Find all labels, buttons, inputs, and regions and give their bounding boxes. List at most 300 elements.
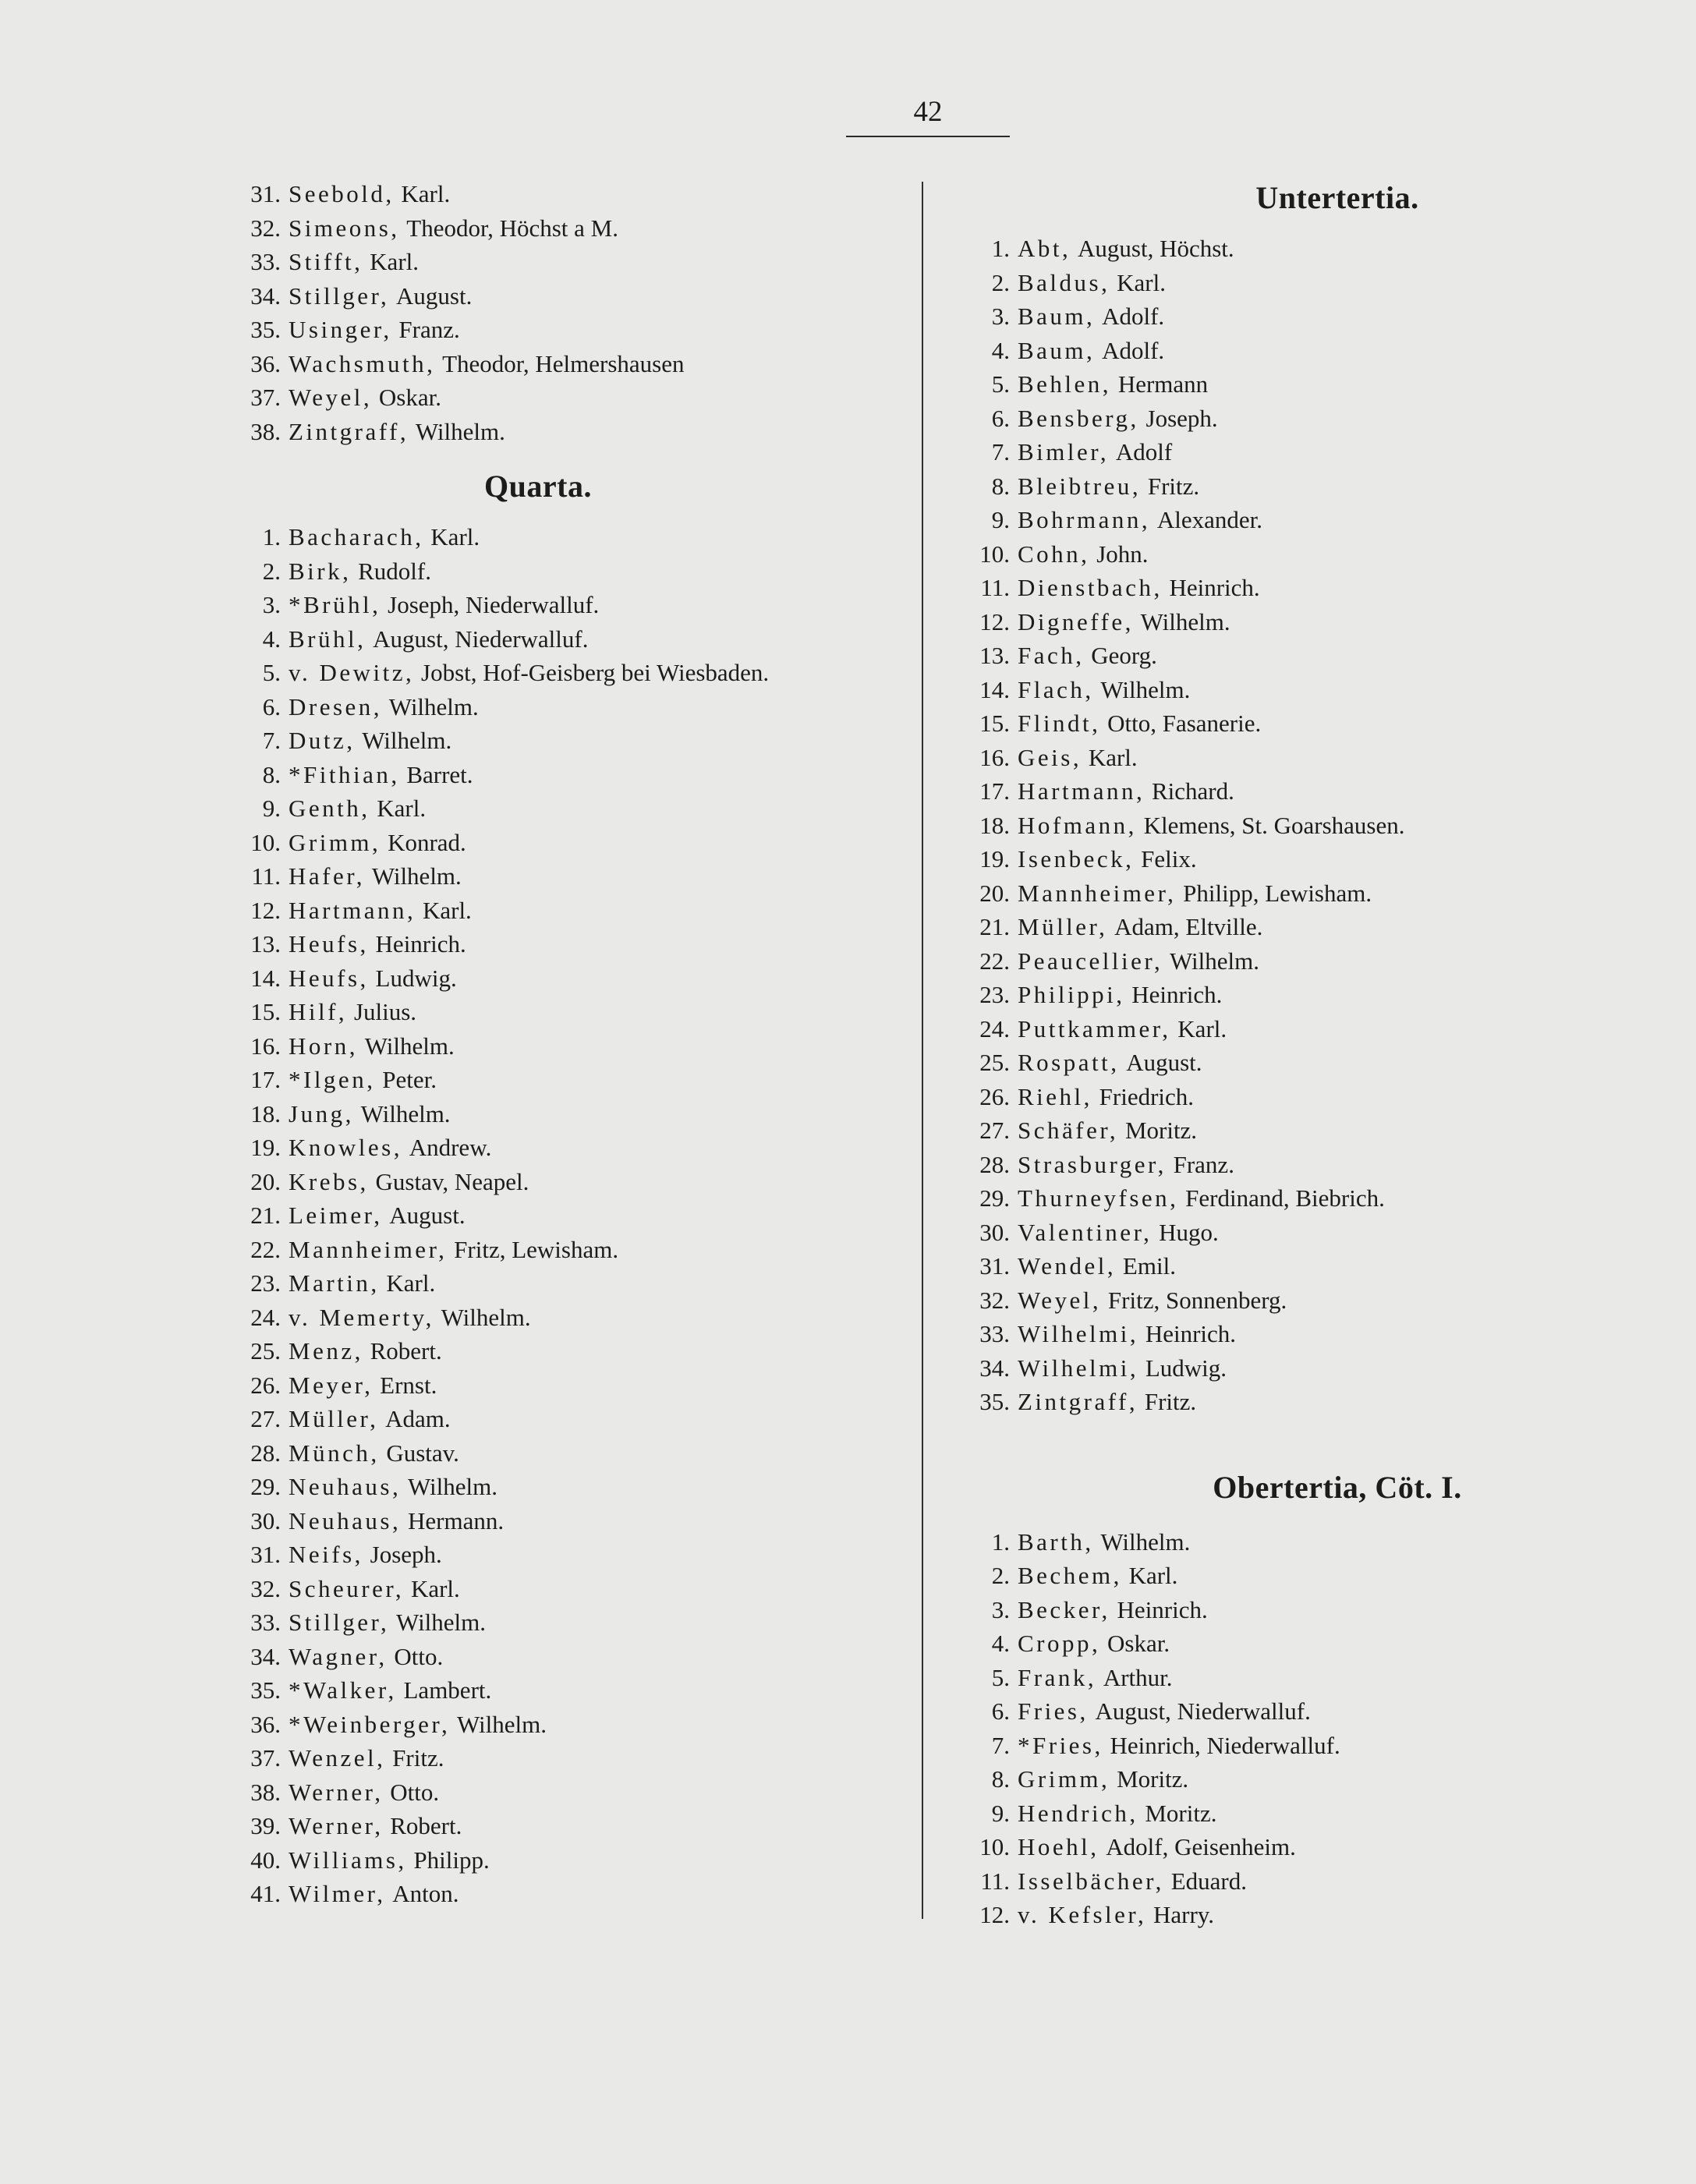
- entry-details: Harry.: [1153, 1901, 1215, 1928]
- entry-details: Karl.: [422, 896, 472, 924]
- entry-number: 20.: [250, 1167, 281, 1195]
- entry-surname: Werner,: [289, 1778, 384, 1806]
- entry-number: 41.: [250, 1880, 281, 1907]
- entry-surname: v. Memerty,: [289, 1303, 434, 1331]
- entry-surname: Flindt,: [1018, 710, 1101, 737]
- student-entry: [234, 1029, 905, 1064]
- entry-surname: Geis,: [1018, 743, 1082, 771]
- entry-number: 31.: [979, 1252, 1010, 1280]
- entry-details: Adolf.: [1102, 303, 1165, 330]
- entry-number: 35.: [250, 316, 281, 343]
- entry-surname: Simeons,: [289, 214, 400, 242]
- student-entry: [234, 1301, 905, 1335]
- student-entry: [963, 1864, 1680, 1899]
- entry-details: Otto.: [390, 1778, 440, 1806]
- entry-number: 22.: [979, 947, 1010, 975]
- entry-surname: Hartmann,: [1018, 777, 1145, 805]
- entry-details: August.: [396, 281, 473, 310]
- entry-number: 11.: [980, 574, 1010, 601]
- student-entry: [963, 809, 1680, 843]
- student-entry: [234, 1131, 905, 1165]
- entry-surname: Werner,: [289, 1812, 384, 1839]
- entry-surname: Mannheimer,: [1018, 879, 1177, 907]
- entry-details: Barret.: [406, 760, 473, 788]
- entry-surname: Hoehl,: [1018, 1833, 1099, 1860]
- entry-surname: Cropp,: [1018, 1630, 1101, 1657]
- entry-surname: Peaucellier,: [1018, 947, 1163, 975]
- entry-surname: Dutz,: [289, 727, 356, 754]
- entry-number: 11.: [251, 862, 281, 890]
- student-entry: [234, 520, 905, 554]
- entry-number: 28.: [979, 1150, 1010, 1178]
- student-entry: [234, 1198, 905, 1233]
- entry-surname: Leimer,: [289, 1202, 383, 1229]
- entry-details: Adam.: [385, 1405, 451, 1432]
- entry-details: Wilhelm.: [364, 1032, 455, 1060]
- entry-number: 33.: [250, 1609, 281, 1636]
- student-entry: [963, 774, 1680, 809]
- entry-number: 36.: [250, 1710, 281, 1738]
- student-entry: [234, 1368, 905, 1403]
- entry-details: Karl.: [1088, 743, 1138, 771]
- entry-details: August, Niederwalluf.: [1095, 1697, 1311, 1725]
- entry-surname: Philippi,: [1018, 981, 1125, 1008]
- entry-details: Eduard.: [1170, 1867, 1247, 1895]
- entry-details: Adolf, Geisenheim.: [1106, 1833, 1296, 1860]
- student-entry: [234, 894, 905, 928]
- entry-surname: Wilhelmi,: [1018, 1354, 1139, 1382]
- entry-details: Joseph, Niederwalluf.: [388, 591, 600, 618]
- entry-surname: Wilmer,: [289, 1880, 386, 1907]
- entry-surname: Knowles,: [289, 1134, 402, 1161]
- entry-number: 13.: [250, 930, 281, 957]
- student-entry: [963, 1593, 1680, 1627]
- entry-details: Wilhelm.: [1140, 607, 1230, 635]
- entry-number: 11.: [980, 1867, 1010, 1895]
- entry-details: Wilhelm.: [396, 1609, 487, 1636]
- entry-number: 3.: [262, 591, 281, 618]
- entry-number: 34.: [250, 281, 281, 310]
- entry-surname: Krebs,: [289, 1167, 369, 1195]
- entry-number: 4.: [991, 336, 1010, 364]
- student-entry: [963, 842, 1680, 876]
- entry-surname: Becker,: [1018, 1595, 1110, 1623]
- student-entry: [234, 1605, 905, 1640]
- entry-details: Alexander.: [1156, 506, 1263, 533]
- entry-surname: Strasburger,: [1018, 1150, 1167, 1178]
- entry-number: 20.: [979, 879, 1010, 907]
- entry-number: 24.: [250, 1303, 281, 1331]
- student-entry: [234, 1877, 905, 1911]
- entry-details: Karl.: [410, 1574, 460, 1602]
- entry-surname: Jung,: [289, 1099, 354, 1127]
- entry-details: Moritz.: [1124, 1117, 1198, 1144]
- student-entry: [234, 1673, 905, 1708]
- entry-surname: Fries,: [1018, 1697, 1089, 1725]
- entry-details: Gustav, Neapel.: [375, 1167, 529, 1195]
- student-entry: [963, 1080, 1680, 1114]
- entry-surname: Wendel,: [1018, 1252, 1117, 1280]
- left-column: [234, 177, 905, 1911]
- entry-surname: Zintgraff,: [1018, 1388, 1138, 1415]
- student-entry: [963, 1249, 1680, 1283]
- student-entry: [963, 741, 1680, 775]
- entry-details: Konrad.: [388, 828, 466, 856]
- entry-number: 27.: [979, 1117, 1010, 1144]
- entry-number: 29.: [979, 1184, 1010, 1212]
- student-entry: [963, 1762, 1680, 1796]
- entry-number: 27.: [250, 1405, 281, 1432]
- entry-surname: Neuhaus,: [289, 1473, 402, 1500]
- entry-details: Heinrich.: [1131, 981, 1223, 1008]
- entry-surname: Hafer,: [289, 862, 366, 890]
- entry-number: 33.: [250, 248, 281, 275]
- entry-surname: Baum,: [1018, 336, 1096, 364]
- entry-details: Karl.: [1177, 1014, 1227, 1042]
- student-entry: [234, 347, 905, 381]
- student-entry: [234, 211, 905, 246]
- entry-details: Friedrich.: [1099, 1082, 1195, 1110]
- entry-details: August.: [1126, 1049, 1202, 1076]
- entry-details: Moritz.: [1145, 1799, 1217, 1827]
- student-entry: [963, 1559, 1680, 1593]
- entry-details: Philipp, Lewisham.: [1183, 879, 1372, 907]
- entry-number: 28.: [250, 1439, 281, 1467]
- entry-number: 7.: [262, 727, 281, 754]
- entry-surname: Digneffe,: [1018, 607, 1134, 635]
- entry-number: 21.: [250, 1202, 281, 1229]
- header-rule: [846, 136, 1010, 137]
- entry-details: Otto.: [394, 1642, 444, 1670]
- entry-number: 8.: [262, 760, 281, 788]
- entry-number: 2.: [262, 557, 281, 585]
- student-entry: [963, 1113, 1680, 1148]
- entry-surname: Stillger,: [289, 281, 390, 310]
- student-entry: [234, 1572, 905, 1606]
- entry-details: Wilhelm.: [388, 692, 479, 720]
- student-entry: [963, 1351, 1680, 1386]
- student-entry: [234, 1843, 905, 1878]
- entry-surname: Dienstbach,: [1018, 574, 1163, 601]
- entry-surname: Stifft,: [289, 248, 363, 275]
- entry-surname: *Weinberger,: [289, 1710, 451, 1738]
- entry-number: 1.: [991, 235, 1010, 262]
- entry-details: Heinrich.: [1117, 1595, 1208, 1623]
- entry-surname: Bechem,: [1018, 1562, 1122, 1589]
- entry-number: 25.: [250, 1337, 281, 1365]
- entry-details: Fritz.: [1147, 472, 1200, 500]
- entry-details: Wilhelm.: [415, 417, 505, 445]
- entry-surname: Wilhelmi,: [1018, 1320, 1139, 1347]
- entry-details: Wilhelm.: [371, 862, 462, 890]
- entry-surname: Isenbeck,: [1018, 845, 1135, 873]
- entry-number: 37.: [250, 1744, 281, 1772]
- entry-number: 25.: [979, 1049, 1010, 1076]
- student-entry: [963, 503, 1680, 537]
- entry-number: 6.: [991, 1697, 1010, 1725]
- student-entry: [234, 1436, 905, 1471]
- entry-number: 18.: [250, 1099, 281, 1127]
- entry-number: 15.: [250, 998, 281, 1025]
- entry-details: Fritz, Lewisham.: [454, 1235, 619, 1263]
- entry-surname: *Walker,: [289, 1676, 397, 1704]
- entry-details: Hermann.: [407, 1506, 505, 1534]
- entry-surname: Wachsmuth,: [289, 349, 436, 377]
- student-entry: [963, 1661, 1680, 1695]
- entry-surname: Flach,: [1018, 675, 1094, 703]
- entry-number: 14.: [979, 675, 1010, 703]
- right-column: [963, 177, 1680, 1932]
- entry-number: 3.: [991, 1595, 1010, 1623]
- entry-details: Robert.: [390, 1812, 462, 1839]
- student-entry: [234, 1402, 905, 1436]
- student-entry: [963, 706, 1680, 741]
- student-entry: [234, 791, 905, 826]
- entry-surname: Brühl,: [289, 625, 366, 653]
- entry-number: 32.: [979, 1286, 1010, 1314]
- entry-details: Klemens, St. Goarshausen.: [1143, 811, 1405, 839]
- entry-number: 8.: [991, 472, 1010, 500]
- entry-surname: Cohn,: [1018, 540, 1090, 568]
- entry-surname: Bohrmann,: [1018, 506, 1151, 533]
- entry-number: 3.: [991, 303, 1010, 330]
- entry-details: Oskar.: [1107, 1630, 1170, 1657]
- entry-number: 1.: [262, 523, 281, 550]
- entry-surname: Abt,: [1018, 235, 1071, 262]
- student-entry: [234, 859, 905, 894]
- entry-number: 19.: [979, 845, 1010, 873]
- entry-number: 8.: [991, 1765, 1010, 1793]
- entry-number: 30.: [979, 1218, 1010, 1246]
- entry-details: Rudolf.: [358, 557, 431, 585]
- entry-details: Joseph.: [370, 1541, 442, 1568]
- student-entry: [234, 1504, 905, 1538]
- entry-number: 34.: [250, 1642, 281, 1670]
- entry-surname: Hilf,: [289, 998, 348, 1025]
- entry-surname: Barth,: [1018, 1527, 1094, 1556]
- student-entry: [963, 1046, 1680, 1080]
- entry-details: Arthur.: [1103, 1663, 1173, 1691]
- entry-number: 34.: [979, 1354, 1010, 1382]
- entry-surname: *Brühl,: [289, 591, 381, 618]
- student-entry: [234, 313, 905, 347]
- entry-details: Wilhelm.: [1100, 675, 1191, 703]
- entry-number: 30.: [250, 1506, 281, 1534]
- entry-details: Adolf: [1115, 438, 1173, 465]
- entry-number: 12.: [250, 896, 281, 924]
- entry-number: 38.: [250, 417, 281, 445]
- entry-details: Wilhelm.: [441, 1303, 531, 1331]
- student-entry: [234, 826, 905, 860]
- entry-details: Karl.: [1117, 268, 1166, 296]
- section-title-quarta: Quarta.: [484, 469, 592, 504]
- entry-number: 5.: [991, 370, 1010, 398]
- entry-details: Ludwig.: [1145, 1354, 1227, 1382]
- entry-details: Philipp.: [413, 1846, 490, 1874]
- entry-surname: Grimm,: [289, 828, 381, 856]
- student-entry: [963, 944, 1680, 979]
- student-entry: [234, 177, 905, 211]
- entry-number: 21.: [979, 913, 1010, 940]
- student-entry: [963, 1694, 1680, 1729]
- entry-number: 33.: [979, 1320, 1010, 1347]
- entry-surname: Fach,: [1018, 642, 1085, 669]
- entry-surname: Bensberg,: [1018, 404, 1139, 432]
- student-entry: [234, 1708, 905, 1742]
- entry-surname: Williams,: [289, 1846, 407, 1874]
- entry-details: August, Höchst.: [1078, 235, 1234, 262]
- entry-surname: Müller,: [289, 1405, 379, 1432]
- entry-surname: *Fries,: [1018, 1731, 1103, 1759]
- entry-surname: Dresen,: [289, 692, 383, 720]
- entry-number: 12.: [979, 1901, 1010, 1928]
- entry-details: Andrew.: [409, 1134, 492, 1161]
- entry-details: Wilhelm.: [457, 1710, 547, 1738]
- entry-surname: Hendrich,: [1018, 1799, 1138, 1827]
- entry-number: 10.: [979, 1833, 1010, 1860]
- entry-details: August, Niederwalluf.: [373, 625, 589, 653]
- student-entry: [963, 978, 1680, 1012]
- entry-details: Emil.: [1122, 1252, 1176, 1280]
- entry-surname: Stillger,: [289, 1609, 390, 1636]
- entry-surname: Thurneyfsen,: [1018, 1184, 1179, 1212]
- entry-surname: Riehl,: [1018, 1082, 1092, 1110]
- student-entry: [234, 927, 905, 961]
- student-entry: [234, 1266, 905, 1301]
- entry-details: Heinrich.: [375, 930, 466, 957]
- entry-surname: Wagner,: [289, 1642, 388, 1670]
- entry-surname: Scheurer,: [289, 1574, 405, 1602]
- entry-surname: *Ilgen,: [289, 1066, 376, 1093]
- entry-details: Heinrich, Niederwalluf.: [1110, 1731, 1340, 1759]
- entry-details: Ernst.: [380, 1371, 437, 1399]
- entry-details: Fritz.: [392, 1744, 444, 1772]
- student-entry: [963, 1283, 1680, 1318]
- entry-details: Georg.: [1091, 642, 1157, 669]
- student-entry: [963, 435, 1680, 469]
- entry-number: 6.: [991, 404, 1010, 432]
- entry-number: 1.: [991, 1527, 1010, 1556]
- student-entry: [963, 1385, 1680, 1419]
- entry-surname: Valentiner,: [1018, 1218, 1153, 1246]
- entry-number: 39.: [250, 1812, 281, 1839]
- student-entry: [963, 1317, 1680, 1351]
- entry-details: Felix.: [1141, 845, 1197, 873]
- entry-details: John.: [1096, 540, 1149, 568]
- entry-details: Theodor, Höchst a M.: [406, 214, 618, 242]
- entry-details: Moritz.: [1117, 1765, 1189, 1793]
- student-entry: [963, 232, 1680, 266]
- student-entry: [234, 1334, 905, 1368]
- student-entry: [234, 724, 905, 758]
- entry-number: 7.: [991, 438, 1010, 465]
- entry-details: Otto, Fasanerie.: [1107, 710, 1262, 737]
- entry-surname: Neuhaus,: [289, 1506, 402, 1534]
- entry-surname: Meyer,: [289, 1371, 374, 1399]
- entry-number: 40.: [250, 1846, 281, 1874]
- entry-details: Gustav.: [386, 1439, 459, 1467]
- student-entry: [963, 876, 1680, 911]
- continued-list: [234, 177, 905, 448]
- entry-number: 9.: [991, 1799, 1010, 1827]
- entry-details: Ferdinand, Biebrich.: [1185, 1184, 1385, 1212]
- entry-surname: Baum,: [1018, 303, 1096, 330]
- student-entry: [234, 1165, 905, 1199]
- entry-number: 36.: [250, 349, 281, 377]
- entry-details: Wilhelm.: [1169, 947, 1259, 975]
- entry-surname: Seebold,: [289, 180, 395, 207]
- entry-details: Karl.: [386, 1269, 436, 1297]
- entry-details: Theodor, Helmershausen: [442, 349, 685, 377]
- student-entry: [234, 690, 905, 724]
- entry-surname: Müller,: [1018, 913, 1108, 940]
- student-entry: [963, 402, 1680, 436]
- student-entry: [963, 1216, 1680, 1250]
- quarta-list: [234, 520, 905, 1911]
- student-entry: [234, 1809, 905, 1843]
- entry-number: 2.: [991, 268, 1010, 296]
- entry-details: Lambert.: [403, 1676, 492, 1704]
- entry-number: 14.: [250, 964, 281, 992]
- student-entry: [234, 656, 905, 690]
- student-entry: [963, 605, 1680, 639]
- obertertia-list: [963, 1525, 1680, 1932]
- entry-surname: Münch,: [289, 1439, 380, 1467]
- entry-number: 38.: [250, 1778, 281, 1806]
- entry-surname: Weyel,: [1018, 1286, 1102, 1314]
- student-entry: [234, 1470, 905, 1504]
- student-entry: [963, 1626, 1680, 1661]
- entry-details: Joseph.: [1145, 404, 1218, 432]
- entry-number: 23.: [250, 1269, 281, 1297]
- entry-number: 35.: [250, 1676, 281, 1704]
- entry-number: 4.: [991, 1630, 1010, 1657]
- entry-surname: Schäfer,: [1018, 1117, 1119, 1144]
- section-title-untertertia: Untertertia.: [1255, 180, 1419, 215]
- entry-surname: Rospatt,: [1018, 1049, 1120, 1076]
- entry-surname: Heufs,: [289, 930, 369, 957]
- entry-number: 2.: [991, 1562, 1010, 1589]
- entry-number: 31.: [250, 1541, 281, 1568]
- entry-surname: Usinger,: [289, 316, 392, 343]
- entry-surname: Horn,: [289, 1032, 358, 1060]
- entry-number: 32.: [250, 214, 281, 242]
- student-entry: [963, 571, 1680, 605]
- student-entry: [963, 1012, 1680, 1046]
- entry-number: 10.: [979, 540, 1010, 568]
- entry-details: Peter.: [382, 1066, 437, 1093]
- entry-number: 16.: [250, 1032, 281, 1060]
- entry-surname: Hofmann,: [1018, 811, 1137, 839]
- entry-surname: Birk,: [289, 557, 352, 585]
- entry-details: Karl.: [1128, 1562, 1178, 1589]
- entry-number: 9.: [991, 506, 1010, 533]
- entry-number: 24.: [979, 1014, 1010, 1042]
- entry-details: Fritz, Sonnenberg.: [1107, 1286, 1287, 1314]
- student-entry: [234, 1233, 905, 1267]
- student-entry: [963, 910, 1680, 944]
- entry-details: Fritz.: [1144, 1388, 1197, 1415]
- entry-surname: v. Dewitz,: [289, 659, 415, 686]
- entry-surname: Baldus,: [1018, 268, 1110, 296]
- entry-details: Wilhelm.: [362, 727, 452, 754]
- entry-details: Anton.: [392, 1880, 459, 1907]
- student-entry: [963, 1898, 1680, 1932]
- student-entry: [234, 1775, 905, 1810]
- entry-details: Heinrich.: [1145, 1320, 1237, 1347]
- entry-surname: Isselbächer,: [1018, 1867, 1164, 1895]
- entry-number: 22.: [250, 1235, 281, 1263]
